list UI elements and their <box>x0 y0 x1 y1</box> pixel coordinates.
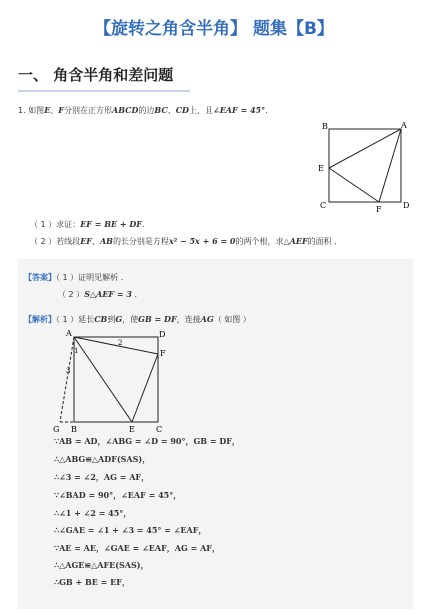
math-expr: △AEF <box>283 236 308 246</box>
math-expr: S△AEF = 3 <box>84 289 132 299</box>
subquestion-text: 的长分别是方程 <box>112 237 169 246</box>
proof-step: ∴∠GAE = ∠1 + ∠3 = 45° = ∠EAF， <box>54 525 207 535</box>
analysis-text: 到 <box>107 315 116 324</box>
math-var: ABCD <box>111 105 139 115</box>
segment-af-2 <box>74 337 158 354</box>
problem-text: 、 <box>167 106 176 115</box>
segment-ef <box>329 168 379 202</box>
answer-line-1 <box>24 272 123 283</box>
proof-step: ∴△ABG≌△ADF(SAS)， <box>54 454 151 464</box>
problem-text: 上，且 <box>189 106 213 115</box>
subquestion-1 <box>30 219 145 230</box>
label-b-2: B <box>71 425 77 434</box>
section-heading: 一、 角含半角和差问题 <box>18 66 174 84</box>
label-e-2: E <box>129 425 135 434</box>
proof-step: ∵AE = AE，∠GAE = ∠EAF，AG = AF， <box>54 543 220 553</box>
math-var: AB <box>99 236 113 246</box>
math-expr: x² − 5x + 6 = 0 <box>168 236 236 246</box>
square-figure-1 <box>310 118 420 216</box>
label-d-2: D <box>159 330 166 339</box>
proof-step: ∴△AGE≌△AFE(SAS)， <box>54 560 149 570</box>
subquestion-text: 的面积 . <box>307 237 337 246</box>
section-underline <box>18 90 190 92</box>
math-var: CB <box>94 314 108 324</box>
segment-af <box>379 129 401 202</box>
label-angle-3: 3 <box>66 367 71 375</box>
subquestion-text: 的两个根，求 <box>235 237 284 246</box>
label-a-2: A <box>66 329 72 338</box>
subquestion-text: 、 <box>91 237 100 246</box>
math-var: G <box>115 314 123 324</box>
analysis-text: ，连接 <box>176 315 201 324</box>
math-expr: ∠EAF = 45° <box>213 105 266 115</box>
answer-text: （ 2 ） <box>58 290 85 299</box>
problem-text: 如图 <box>28 106 45 115</box>
proof-step: ∵AB = AD，∠ABG = ∠D = 90°，GB = DF， <box>54 436 240 446</box>
label-c: C <box>320 201 327 210</box>
math-var: E <box>44 105 51 115</box>
proof-step: ∵∠BAD = 90°，∠EAF = 45°， <box>54 490 182 500</box>
label-e: E <box>318 164 324 173</box>
solution-panel <box>18 259 413 609</box>
segment-ef-2 <box>132 354 158 422</box>
problem-statement <box>18 105 268 116</box>
analysis-line-1 <box>24 314 251 325</box>
label-b: B <box>322 122 328 131</box>
problem-text: 分别在正方形 <box>63 106 112 115</box>
answer-text: （ 1 ）证明见解析 . <box>56 273 124 282</box>
problem-number: 1. <box>18 106 26 115</box>
label-g-2: G <box>53 425 60 434</box>
page-title: 【旋转之角含半角】 题集【B】 <box>94 19 334 39</box>
analysis-text: ，使 <box>122 315 139 324</box>
math-var: AG <box>200 314 214 324</box>
subquestion-2 <box>30 236 337 247</box>
subquestion-text: （ 2 ）若线段 <box>30 237 81 246</box>
segment-ae-2 <box>74 337 132 422</box>
label-c-2: C <box>156 425 163 434</box>
proof-step: ∴∠3 = ∠2，AG = AF， <box>54 472 150 482</box>
square-figure-2 <box>52 329 172 434</box>
analysis-text: （ 1 ）延长 <box>56 315 95 324</box>
problem-text: 的边 <box>138 106 155 115</box>
problem-text: 、 <box>50 106 59 115</box>
math-var: EF <box>80 236 92 246</box>
math-var: F <box>58 105 64 115</box>
proof-step: ∴∠1 + ∠2 = 45°， <box>54 508 132 518</box>
label-a: A <box>401 121 407 130</box>
answer-line-2 <box>58 289 137 300</box>
proof-step: ∴GB + BE = EF， <box>54 577 130 587</box>
label-d: D <box>403 201 410 210</box>
subquestion-text: . <box>142 220 145 229</box>
square-abcd-2 <box>74 337 158 422</box>
label-angle-2: 2 <box>118 339 123 347</box>
label-f: F <box>376 205 382 214</box>
analysis-text: （ 如图 ） <box>213 315 251 324</box>
answer-tag: 【答案】 <box>24 273 56 282</box>
math-var: CD <box>175 105 189 115</box>
math-expr: GB = DF <box>138 314 177 324</box>
label-angle-1: 1 <box>74 347 79 355</box>
answer-text: . <box>134 290 138 299</box>
analysis-tag: 【解析】 <box>24 315 56 324</box>
math-expr: EF = BE + DF <box>80 219 142 229</box>
math-var: BC <box>154 105 168 115</box>
label-f-2: F <box>160 349 166 358</box>
problem-text: . <box>265 106 268 115</box>
segment-ag-dashed <box>60 337 74 422</box>
segment-ae <box>329 129 401 168</box>
subquestion-text: （ 1 ）求证： <box>30 220 81 229</box>
